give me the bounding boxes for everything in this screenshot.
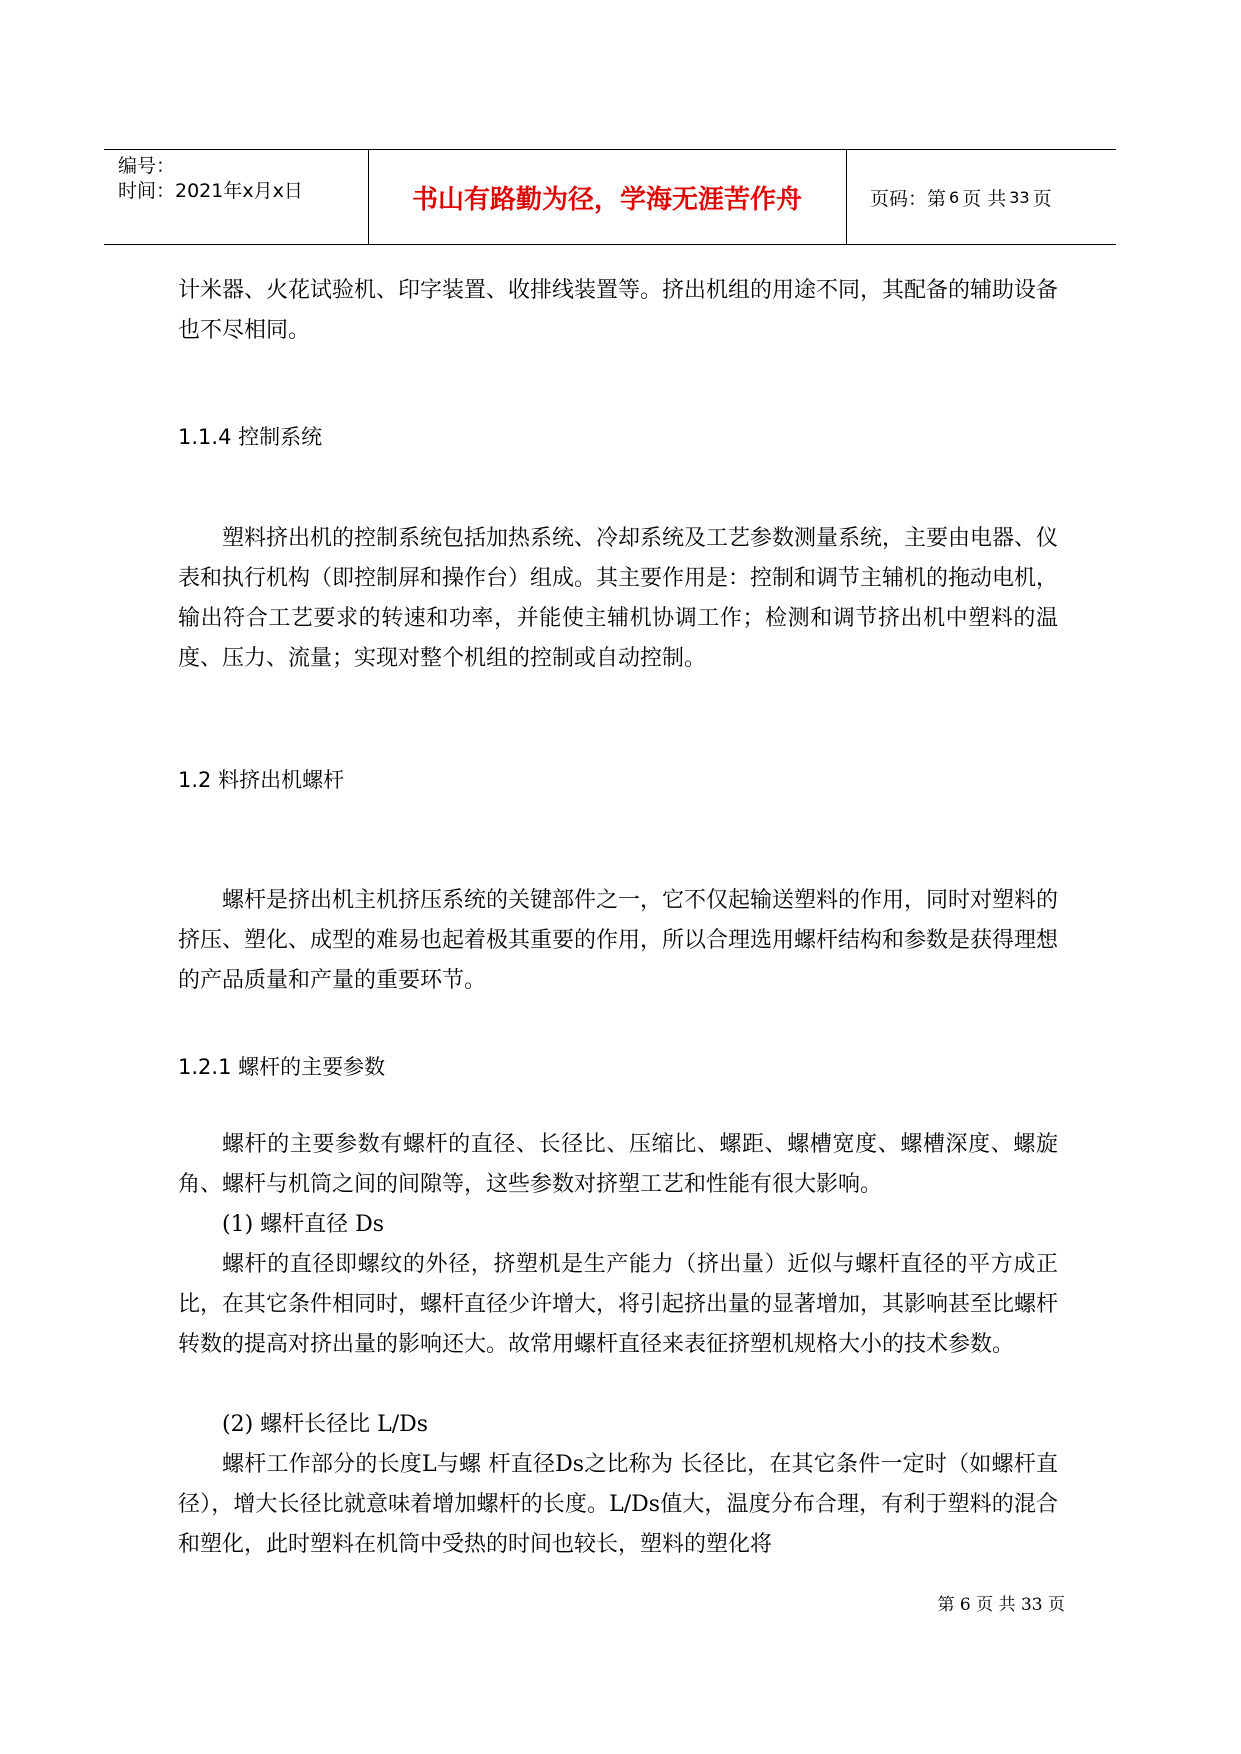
section-heading: 1.2 料挤出机螺杆 [178,768,345,792]
page-suffix: 页 [1032,187,1052,210]
header-table [104,149,1116,245]
motto: 书山有路勤为径，学海无涯苦作舟 [411,184,802,215]
section-heading: 1.2.1 螺杆的主要参数 [178,1055,386,1079]
header-meta [118,154,303,204]
header-page-info [870,150,1052,244]
page-total: 33 [1009,187,1030,207]
paragraph: 螺杆是挤出机主机挤压系统的关键部件之一，它不仅起输送塑料的作用，同时对塑料的挤压、塑化、成型的难易也起着极其重要的作用，所以合理选用螺杆结构和参数是获得理想的产品质量和产量的重要环节。 [178,888,1059,993]
paragraph: 螺杆工作部分的长度L与螺 杆直径Ds之比称为 长径比，在其它条件一定时（如螺杆直径），增大长径比就意味着增加螺杆的长度。L/Ds值大，温度分布合理，有利于塑料的混合和塑化，此时塑料在机筒中受热的时间也较长，塑料的塑化将 [178,1452,1058,1557]
paragraph: 螺杆的主要参数有螺杆的直径、长径比、压缩比、螺距、螺槽宽度、螺槽深度、螺旋角、螺杆与机筒之间的间隙等，这些参数对挤塑工艺和性能有很大影响。 [178,1132,1058,1197]
list-item: (2) 螺杆长径比 L/Ds [222,1412,429,1437]
header-divider [846,150,847,244]
page-prefix: 页码：第 [870,187,947,210]
section-heading: 1.1.4 控制系统 [178,425,323,449]
number-label: 编号： [118,155,176,177]
list-item: (1) 螺杆直径 Ds [222,1212,385,1237]
page-current: 6 [949,187,960,207]
page-mid: 页 共 [962,187,1007,210]
paragraph: 螺杆的直径即螺纹的外径，挤塑机是生产能力（挤出量）近似与螺杆直径的平方成正比，在其它条件相同时，螺杆直径少许增大，将引起挤出量的显著增加，其影响甚至比螺杆转数的提高对挤出量的影响还大。故常用螺杆直径来表征挤塑机规格大小的技术参数。 [178,1252,1059,1357]
paragraph: 塑料挤出机的控制系统包括加热系统、冷却系统及工艺参数测量系统，主要由电器、仪表和执行机构（即控制屏和操作台）组成。其主要作用是：控制和调节主辅机的拖动电机，输出符合工艺要求的转速和功率，并能使主辅机协调工作；检测和调节挤出机中塑料的温度、压力、流量；实现对整个机组的控制或自动控制。 [178,526,1059,671]
page-footer: 第 6 页 共 33 页 [937,1595,1065,1615]
time-label: 时间：2021年x月x日 [118,180,303,202]
paragraph: 计米器、火花试验机、印字装置、收排线装置等。挤出机组的用途不同，其配备的辅助设备也不尽相同。 [178,278,1059,343]
